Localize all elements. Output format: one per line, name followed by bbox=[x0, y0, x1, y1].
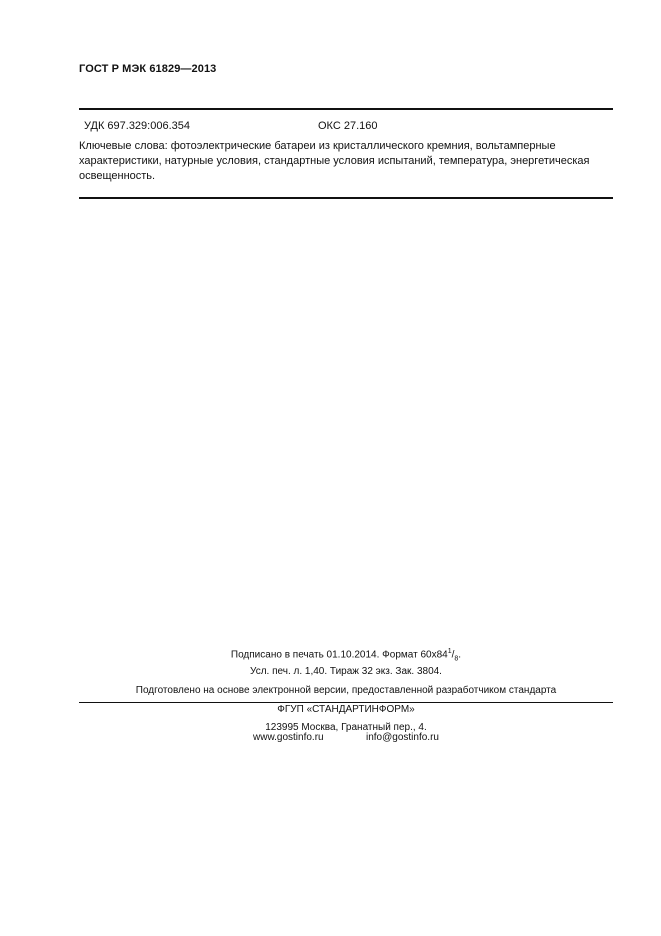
udc-code: УДК 697.329:006.354 bbox=[84, 120, 190, 132]
keywords-label: Ключевые слова: bbox=[79, 140, 168, 152]
bottom-rule bbox=[79, 197, 613, 199]
imprint-rule bbox=[79, 702, 613, 703]
oks-code: ОКС 27.160 bbox=[318, 120, 378, 132]
keywords-paragraph bbox=[79, 139, 613, 184]
format-fraction-numerator: 1 bbox=[447, 648, 452, 655]
keywords-text: фотоэлектрические батареи из кристаллического кремния, вольтамперные характеристики, натурные условия, стандартные условия испытаний, температура, энергетическая освещенность. bbox=[79, 140, 590, 182]
prepared-note: Подготовлено на основе электронной версии, предоставленной разработчиком стандарта bbox=[135, 685, 557, 696]
signed-text: Подписано в печать 01.10.2014. Формат 60x84 bbox=[230, 649, 448, 661]
publisher-name: ФГУП «СТАНДАРТИНФОРМ» bbox=[277, 704, 415, 715]
document-designation: ГОСТ Р МЭК 61829—2013 bbox=[79, 63, 217, 75]
print-sheets-line: Усл. печ. л. 1,40. Тираж 32 экз. Зак. 3804. bbox=[250, 666, 442, 677]
publisher-address: 123995 Москва, Гранатный пер., 4. bbox=[265, 722, 427, 733]
signed-for-print: Подписано в печать 01.10.2014. Формат $60x84^1/_8$. bbox=[230, 648, 462, 663]
publisher-website[interactable]: www.gostinfo.ru bbox=[253, 732, 324, 743]
top-rule bbox=[79, 108, 613, 110]
publisher-email[interactable]: info@gostinfo.ru bbox=[366, 732, 439, 743]
format-fraction-denominator: 8 bbox=[454, 655, 459, 663]
